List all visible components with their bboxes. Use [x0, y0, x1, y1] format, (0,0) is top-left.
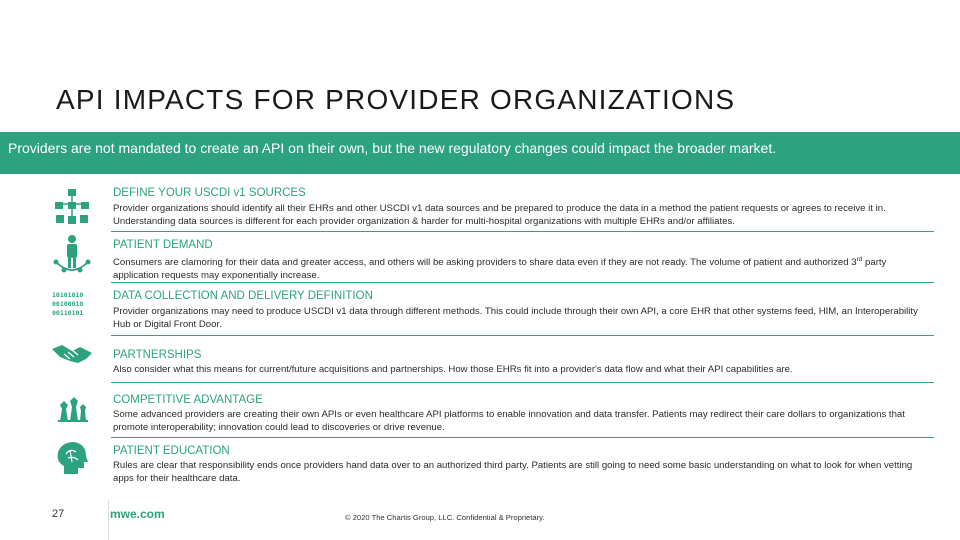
- page-title: API IMPACTS FOR PROVIDER ORGANIZATIONS: [56, 84, 736, 115]
- section-body: Provider organizations should identify all their EHRs and other USCDI v1 data sources and be prepared to produce the data in a method the patient requests or agrees to receive it in. Understanding data sources is different for each provider organization & harder for multi-hospital organizations with multiple EHRs and/or affiliates.: [113, 203, 886, 227]
- head-brain-icon: [50, 440, 94, 480]
- summary-banner: [0, 132, 960, 174]
- binary-line: 00100010: [52, 300, 84, 308]
- section-body: Some advanced providers are creating their own APIs or even healthcare API platforms to enable innovation and data transfer. Patients may redirect their care dollars to organizations that promote interoperability; innovation could lead to discoveries or drive revenue.: [113, 409, 905, 433]
- section-body: [113, 253, 928, 282]
- section-title: COMPETITIVE ADVANTAGE: [113, 394, 263, 406]
- chess-pieces-icon: [50, 395, 94, 435]
- section-divider: [111, 335, 934, 336]
- section-title: DATA COLLECTION AND DELIVERY DEFINITION: [113, 290, 373, 302]
- section-divider: [111, 437, 934, 438]
- footer-website-link[interactable]: mwe.com: [110, 507, 165, 521]
- binary-line: 00110101: [52, 309, 84, 317]
- footer-copyright: © 2020 The Chartis Group, LLC. Confidential & Proprietary.: [345, 513, 545, 522]
- section-title: PATIENT DEMAND: [113, 239, 213, 251]
- section-divider: [111, 282, 934, 283]
- section-body-text-continued: party application requests may exponentially increase.: [113, 257, 887, 282]
- section-body: Also consider what this means for current/future acquisitions and partnerships. How those EHRs fit into a provider's data flow and what their API capabilities are.: [113, 364, 793, 375]
- binary-line: 10101010: [52, 291, 84, 299]
- person-network-icon: [50, 234, 94, 274]
- binary-data-icon: [52, 291, 98, 331]
- section-body: Provider organizations may need to produce USCDI v1 data through different methods. This could include through their own API, a core EHR that other systems feed, HIM, an Interoperability Hub or Digital Front Door.: [113, 306, 918, 330]
- footer-divider: [108, 500, 109, 540]
- section-title: PATIENT EDUCATION: [113, 445, 230, 457]
- section-title: DEFINE YOUR USCDI v1 SOURCES: [113, 187, 306, 199]
- section-divider: [111, 231, 934, 232]
- database-network-icon: [50, 188, 94, 228]
- section-body: Rules are clear that responsibility ends once providers hand data over to an authorized third party. Patients are still going to need some basic understanding on what to look for when vetting apps for their healthcare data.: [113, 460, 913, 484]
- summary-banner-text: Providers are not mandated to create an API on their own, but the new regulatory changes could impact the broader market.: [8, 140, 777, 156]
- ordinal-superscript: rd: [856, 256, 863, 263]
- section-title: PARTNERSHIPS: [113, 349, 202, 361]
- handshake-icon: [50, 341, 94, 381]
- section-divider: [111, 382, 934, 383]
- section-body-text: Consumers are clamoring for their data and greater access, and others will be asking providers to share data even if they are not ready. The volume of patient and authorized 3: [113, 257, 857, 269]
- page-number: 27: [52, 508, 65, 520]
